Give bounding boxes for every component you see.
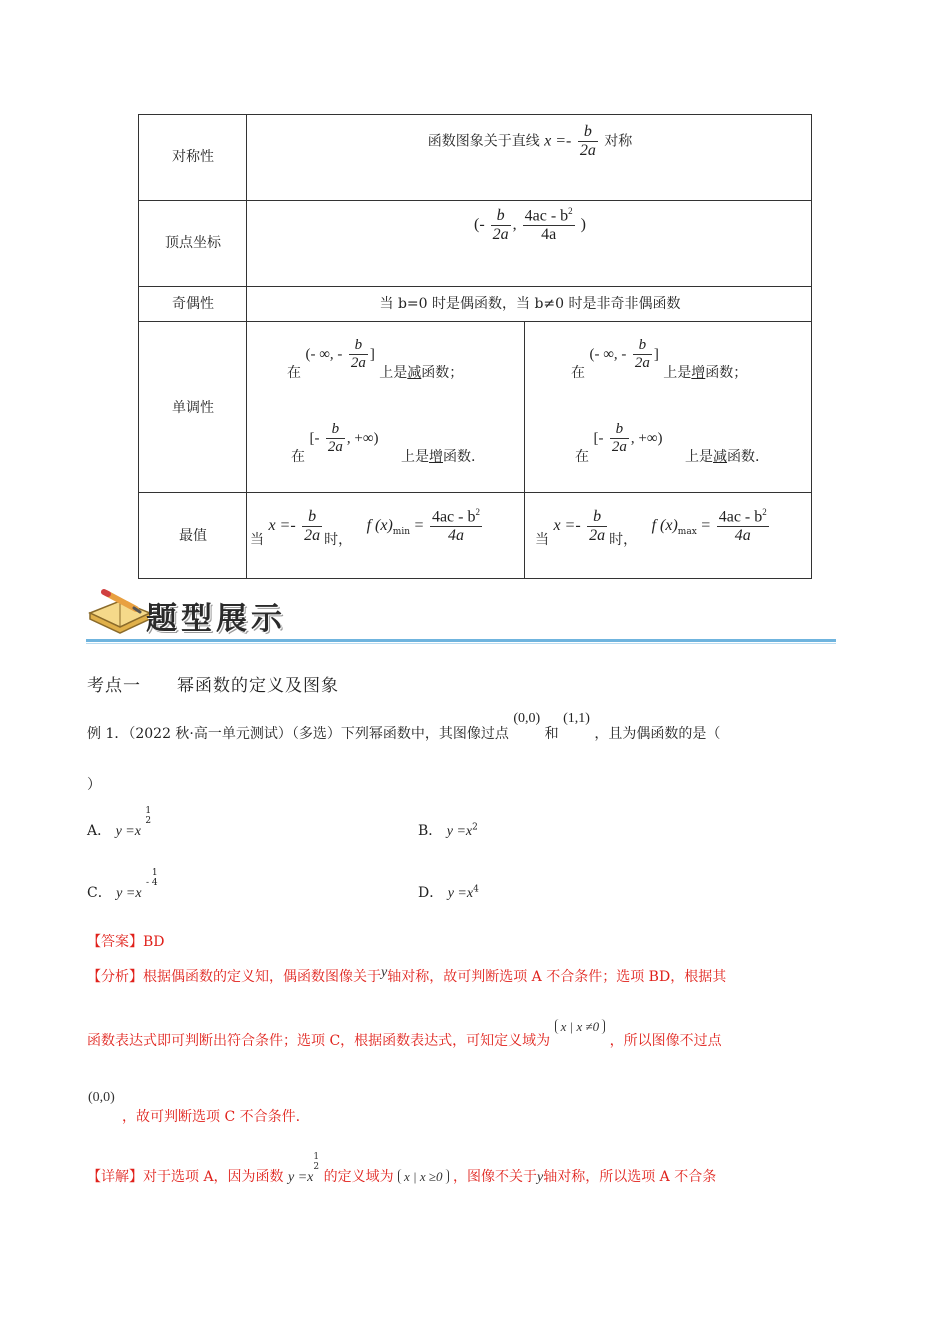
section-banner [86, 583, 836, 645]
detail-exponent [313, 1152, 319, 1172]
fraction-den: 2a [327, 439, 343, 455]
analysis-line-3: ，故可判断选项 C 不合条件. [122, 1109, 301, 1125]
desc-underlined: 增 [691, 364, 706, 381]
option-b[interactable] [418, 820, 478, 840]
properties-table [138, 114, 812, 579]
option-expr: y =x [115, 824, 141, 839]
interval-text: (- ∞, - [589, 346, 627, 363]
desc-post: 函数； [421, 364, 464, 381]
option-a[interactable] [87, 806, 152, 840]
banner-underline-light [86, 643, 836, 644]
fraction-den: 4a [734, 527, 751, 545]
symmetry-text-before: 函数图象关于直线 [427, 133, 540, 150]
exp-num: 1 [313, 1152, 320, 1162]
domain-set: x | x ≠0 [555, 1019, 606, 1034]
exp-den: 4 [151, 878, 158, 888]
fraction-num: b [638, 337, 647, 353]
fraction-den: 4a [447, 527, 464, 545]
analysis-y: y [381, 965, 388, 980]
fraction-num [717, 507, 769, 526]
mono-right-line1 [571, 337, 748, 381]
analysis-text: 根据偶函数的定义知，偶函数图像关于 [143, 969, 381, 985]
zai-text: 在 [575, 448, 589, 465]
interval-text: , +∞) [630, 430, 663, 447]
parity-label: 奇偶性 [172, 296, 214, 312]
extremum-value-fraction [717, 507, 769, 545]
parity-text: 当 b=0 时是偶函数，当 b≠0 时是非奇非偶函数 [379, 296, 681, 312]
extremum-value-fraction [430, 507, 482, 545]
option-label: B． [418, 823, 443, 839]
detail-expr: y =x [288, 1170, 314, 1185]
bracket-text: [- [593, 430, 604, 447]
dang-text: 当 [250, 532, 264, 549]
detail-text: 对于选项 A，因为函数 [143, 1169, 284, 1185]
mono-desc [379, 365, 463, 381]
bracket-text: [- [309, 430, 320, 447]
domain-set: x | x ≥0 [398, 1169, 449, 1184]
fraction-den: 2a [589, 526, 606, 544]
mono-right-line2 [575, 421, 760, 465]
detail-text: 轴对称，所以选项 A 不合条 [543, 1169, 717, 1185]
col-divider [524, 321, 525, 578]
num-sup: 2 [475, 507, 480, 517]
option-exponent: 2 [472, 822, 478, 833]
row-divider [139, 286, 811, 287]
zai-text: 在 [571, 364, 585, 381]
option-exponent [146, 868, 158, 888]
interval-text: , +∞) [346, 430, 379, 447]
banner-underline [86, 639, 836, 642]
row-divider [139, 321, 811, 322]
detail-text: ，图像不关于 [452, 1169, 537, 1185]
col-divider [246, 115, 247, 578]
analysis-text: 函数表达式即可判断出符合条件；选项 C，根据函数表达式，可知定义域为 [87, 1033, 551, 1049]
symmetry-text-after: 对称 [604, 133, 633, 150]
vertex-label: 顶点坐标 [165, 235, 221, 251]
f-text: f (x) [366, 517, 393, 535]
fraction-num [430, 507, 482, 526]
detail-label: 【详解】 [87, 1169, 143, 1185]
row-divider [139, 492, 811, 493]
he-text: 和 [544, 726, 559, 742]
option-d[interactable] [418, 882, 479, 902]
shi-text: 时， [324, 532, 353, 549]
analysis-line-1 [87, 966, 726, 986]
desc-underlined: 增 [429, 448, 444, 465]
f-sub: min [392, 526, 411, 537]
vertex-open: (- [473, 215, 485, 233]
desc-pre: 上是 [663, 364, 692, 381]
extremum-left [250, 507, 484, 549]
fraction-den: 2a [611, 439, 627, 455]
fraction-num: b [593, 507, 602, 525]
symmetry-label: 对称性 [172, 149, 214, 165]
fraction-num: b [331, 421, 340, 437]
desc-pre: 上是 [685, 448, 714, 465]
f-text: f (x) [651, 517, 678, 535]
mono-desc [663, 365, 747, 381]
point-2: (1,1) [563, 711, 590, 726]
section-title: 考点一 幂函数的定义及图象 [87, 676, 339, 696]
bracket-text: ] [653, 346, 659, 363]
num-sup: 2 [762, 507, 767, 517]
fraction-num: b [308, 507, 317, 525]
interval-fraction [610, 421, 629, 456]
interval-fraction [326, 421, 345, 456]
option-c[interactable] [87, 868, 158, 902]
row-divider [139, 200, 811, 201]
num-sup: 2 [568, 206, 573, 216]
vertex-comma: , [512, 215, 517, 233]
desc-pre: 上是 [379, 364, 408, 381]
bracket-text: ] [369, 346, 375, 363]
question-close: ） [87, 777, 101, 793]
symmetry-fraction [578, 123, 598, 160]
fraction-num [523, 206, 575, 225]
extremum-right [535, 507, 771, 549]
option-expr: y =x [446, 824, 473, 839]
desc-underlined: 减 [713, 448, 728, 465]
answer-line [87, 931, 165, 951]
analysis-text: ，所以图像不过点 [609, 1033, 722, 1049]
point-1: (0,0) [513, 711, 541, 726]
interval-fraction [633, 337, 652, 372]
desc-post: 函数； [705, 364, 748, 381]
exp-fraction [152, 868, 158, 888]
analysis-text: 轴对称，故可判断选项 A 不合条件；选项 BD，根据其 [387, 969, 727, 985]
interval-text: (- ∞, - [305, 346, 343, 363]
shi-text: 时， [609, 532, 638, 549]
mono-left-line1 [287, 337, 464, 381]
equals: = [414, 517, 424, 535]
desc-pre: 上是 [401, 448, 430, 465]
exp-num: 1 [151, 868, 158, 878]
banner-title: 题型展示 [146, 601, 286, 637]
vertex-content [247, 206, 813, 244]
extremum-fraction [587, 508, 607, 545]
analysis-point: (0,0) [88, 1090, 115, 1105]
desc-underlined: 减 [407, 364, 422, 381]
option-expr: y =x [447, 886, 474, 901]
f-sub: max [677, 526, 697, 537]
mono-desc [401, 449, 475, 465]
fraction-num: b [615, 421, 624, 437]
exp-num: 1 [145, 806, 152, 816]
num-text: 4ac - b [431, 508, 476, 526]
exp-den: 2 [145, 816, 152, 826]
vertex-fraction-1 [491, 207, 511, 244]
exp-den: 2 [313, 1162, 320, 1172]
extremum-fraction [302, 508, 322, 545]
fraction-den: 4a [541, 226, 557, 244]
dang-text: 当 [535, 532, 549, 549]
vertex-fraction-2 [523, 206, 575, 244]
monotonicity-label: 单调性 [172, 400, 214, 416]
fraction-num: b [354, 337, 363, 353]
answer-label: 【答案】 [87, 934, 143, 950]
zai-text: 在 [291, 448, 305, 465]
question-suffix: ，且为偶函数的是（ [594, 726, 721, 742]
exp-minus: - [146, 878, 150, 888]
symmetry-content [247, 123, 813, 160]
option-label: A． [87, 823, 112, 839]
symmetry-eq: x =- [544, 132, 572, 150]
option-label: D． [418, 885, 444, 901]
num-text: 4ac - b [718, 508, 763, 526]
fraction-den: 2a [579, 142, 596, 159]
desc-post: 函数. [727, 448, 760, 465]
fraction-den: 2a [634, 355, 650, 371]
detail-text: 的定义域为 [323, 1169, 394, 1185]
num-text: 4ac - b [524, 207, 569, 225]
fraction-num: b [583, 123, 592, 140]
analysis-line-2 [87, 1019, 722, 1050]
question-prefix: 例 1．（2022 秋·高一单元测试）（多选）下列幂函数中，其图像过点 [87, 726, 509, 742]
extremum-eq: x =- [268, 517, 296, 535]
mono-left-line2 [291, 421, 476, 465]
interval-fraction [349, 337, 368, 372]
answer-value: BD [143, 934, 165, 950]
fraction-den: 2a [304, 526, 321, 544]
example-question [87, 711, 721, 743]
option-expr: y =x [116, 886, 142, 901]
detail-line [87, 1152, 717, 1186]
equals: = [701, 517, 711, 535]
detail-y: y [536, 1170, 544, 1185]
fraction-den: 2a [492, 225, 509, 243]
vertex-close: ) [580, 215, 586, 233]
extremum-label: 最值 [179, 528, 207, 544]
option-exponent [145, 806, 151, 826]
mono-desc [685, 449, 759, 465]
fraction-num: b [496, 206, 505, 224]
option-label: C． [87, 885, 112, 901]
desc-post: 函数. [443, 448, 476, 465]
fraction-den: 2a [350, 355, 366, 371]
option-exponent: 4 [473, 884, 479, 895]
extremum-eq: x =- [553, 517, 581, 535]
analysis-label: 【分析】 [87, 969, 143, 985]
zai-text: 在 [287, 364, 301, 381]
